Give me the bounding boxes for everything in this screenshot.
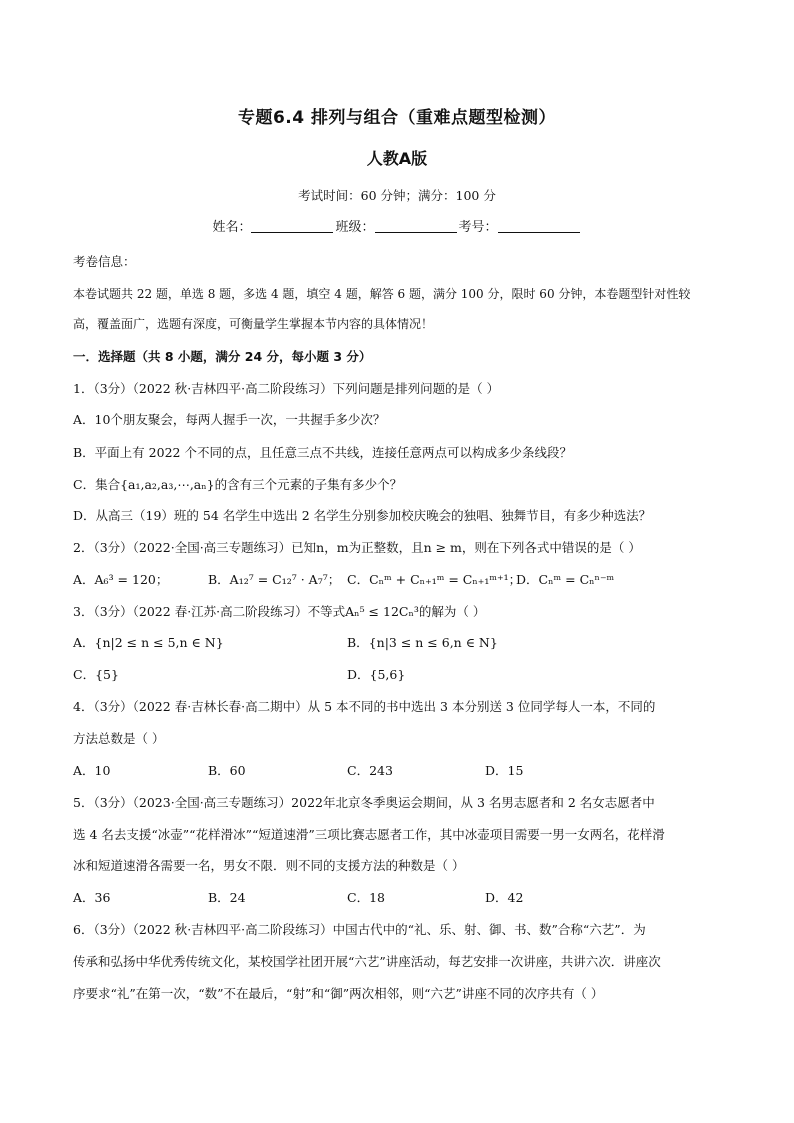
class-label: 班级： <box>335 220 375 235</box>
q4-option-a: A．10 <box>73 763 111 778</box>
q1-option-c: C．集合{a₁,a₂,a₃,⋯,aₙ}的含有三个元素的子集有多少个？ <box>73 477 403 492</box>
q5-stem-line-1: 5．（3分）（2023·全国·高三专题练习）2022年北京冬季奥运会期间，从 3 名男志愿者和 2 名女志愿者中 <box>73 795 655 810</box>
info-heading: 考卷信息： <box>73 254 136 269</box>
q3-option-d: D．{5,6} <box>347 667 406 682</box>
q6-stem-line-3: 序要求“礼”在第一次，“数”不在最后，“射”和“御”两次相邻，则“六艺”讲座不同的次序共有（ ） <box>73 986 604 1001</box>
q5-option-c: C．18 <box>347 890 385 905</box>
q2-stem: 2．（3分）（2022·全国·高三专题练习）已知n，m为正整数，且n ≥ m，则在下列各式中错误的是（ ） <box>73 540 641 555</box>
q2-option-d: D．Cₙᵐ = Cₙⁿ⁻ᵐ <box>516 572 615 587</box>
section-heading: 一．选择题（共 8 小题，满分 24 分，每小题 3 分） <box>73 349 372 364</box>
q1-stem: 1．（3分）（2022 秋·吉林四平·高二阶段练习）下列问题是排列问题的是（ ） <box>73 381 500 396</box>
q5-stem-line-2: 选 4 名去支援“冰壶”“花样滑冰”“短道速滑”三项比赛志愿者工作，其中冰壶项目需要一男一女两名，花样滑 <box>73 827 665 842</box>
q4-stem-line-1: 4．（3分）（2022 春·吉林长春·高二期中）从 5 本不同的书中选出 3 本分别送 3 位同学每人一本，不同的 <box>73 699 656 714</box>
q1-option-a: A．10个朋友聚会，每两人握手一次，一共握手多少次？ <box>73 412 386 427</box>
q5-option-a: A．36 <box>73 890 111 905</box>
q2-option-c: C．Cₙᵐ + Cₙ₊₁ᵐ = Cₙ₊₁ᵐ⁺¹； <box>347 572 522 587</box>
exam-info: 考试时间：60 分钟；满分：100 分 <box>298 188 496 203</box>
q5-option-b: B．24 <box>208 890 246 905</box>
q3-option-c: C．{5} <box>73 667 119 682</box>
q6-stem-line-2: 传承和弘扬中华优秀传统文化，某校国学社团开展“六艺”讲座活动，每艺安排一次讲座，共讲六次．讲座次 <box>73 954 661 969</box>
q4-option-d: D．15 <box>485 763 524 778</box>
q3-stem: 3．（3分）（2022 春·江苏·高二阶段练习）不等式Aₙ⁵ ≤ 12Cₙ³的解为（ ） <box>73 604 486 619</box>
number-blank[interactable] <box>498 218 580 233</box>
q2-option-b: B．A₁₂⁷ = C₁₂⁷ · A₇⁷； <box>208 572 341 587</box>
q4-option-c: C．243 <box>347 763 393 778</box>
q3-option-a: A．{n|2 ≤ n ≤ 5,n ∈ N} <box>73 635 224 650</box>
student-info-row <box>0 216 794 235</box>
q5-option-d: D．42 <box>485 890 524 905</box>
class-blank[interactable] <box>375 218 457 233</box>
number-label: 考号： <box>458 220 498 235</box>
info-line-2: 高，覆盖面广，选题有深度，可衡量学生掌握本节内容的具体情况！ <box>73 317 434 331</box>
document-subtitle: 人教A版 <box>366 149 428 168</box>
document-title: 专题6.4 排列与组合（重难点题型检测） <box>237 108 557 128</box>
q1-option-d: D．从高三（19）班的 54 名学生中选出 2 名学生分别参加校庆晚会的独唱、独舞节目，有多少种选法？ <box>73 508 652 523</box>
q2-option-a: A．A₆³ = 120； <box>73 572 169 587</box>
name-label: 姓名： <box>212 220 252 235</box>
q1-option-b: B．平面上有 2022 个不同的点，且任意三点不共线，连接任意两点可以构成多少条线段？ <box>73 445 572 460</box>
name-blank[interactable] <box>251 218 333 233</box>
q5-stem-line-3: 冰和短道速滑各需要一名，男女不限．则不同的支援方法的种数是（ ） <box>73 858 465 873</box>
q3-option-b: B．{n|3 ≤ n ≤ 6,n ∈ N} <box>347 635 498 650</box>
q4-stem-line-2: 方法总数是（ ） <box>73 731 165 746</box>
q4-option-b: B．60 <box>208 763 246 778</box>
info-line-1: 本卷试题共 22 题，单选 8 题，多选 4 题，填空 4 题，解答 6 题，满分 100 分，限时 60 分钟，本卷题型针对性较 <box>73 287 691 301</box>
q6-stem-line-1: 6．（3分）（2022 秋·吉林四平·高二阶段练习）中国古代中的“礼、乐、射、御、书、数”合称“六艺”．为 <box>73 922 646 937</box>
